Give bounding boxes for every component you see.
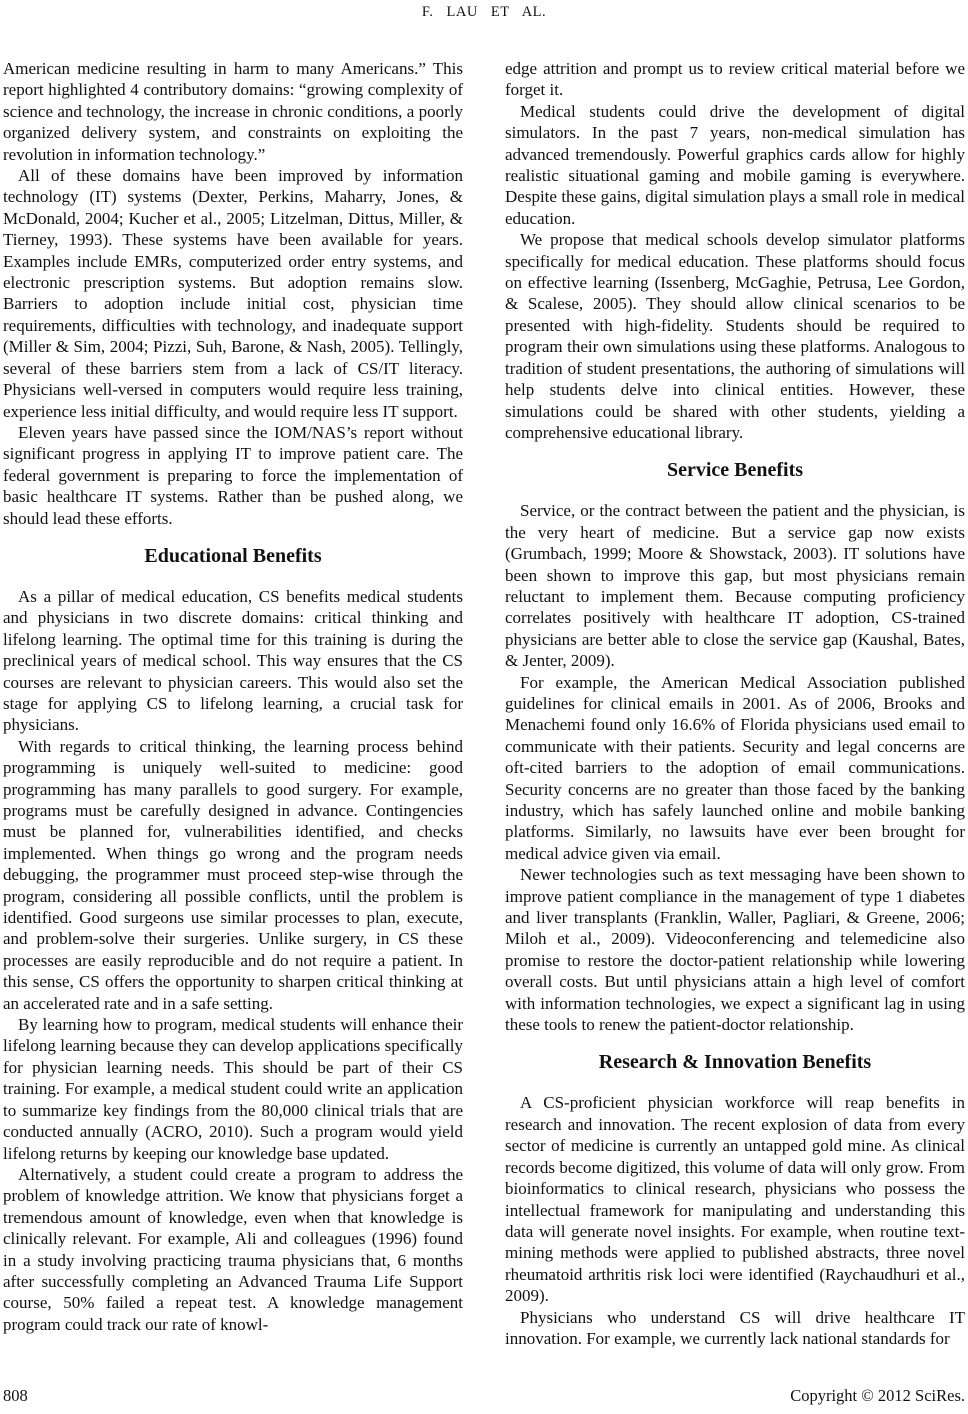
paragraph: With regards to critical thinking, the learning process behind programming is uniquely well-suited to medicine: good programming has many parallels to good surgery. For example, programs must be carefully designed in advance. Contingencies must be planned for, vulnerabilities identified, and checks implemented. When things go wrong and the program needs debugging, the programmer must proceed step-wise through the program, considering all possible conflicts, until the problem is identified. Good surgeons use similar processes to plan, execute, and problem-solve their surgeries. Unlike surgery, in CS these processes are easily reproducible and do not require a patient. In this sense, CS offers the opportunity to sharpen critical thinking at an accelerated rate and in a safe setting. (3, 736, 463, 1013)
paragraph: Newer technologies such as text messaging have been shown to improve patient compliance in the management of type 1 diabetes and liver transplants (Franklin, Waller, Pagliari, & Greene, 2006; Miloh et al., 2009). Videoconferencing and telemedicine also promise to restore the doctor-patient relationship while lowering overall costs. But until physicians attain a high level of comfort with information technologies, we expect a significant lag in using these tools to renew the patient-doctor relationship. (505, 865, 965, 1035)
paragraph: A CS-proficient physician workforce will reap benefits in research and innovation. The recent explosion of data from every sector of medicine is currently an untapped gold mine. As clinical records become digitized, this volume of data will only grow. From bioinformatics to clinical research, physicians who possess the intellectual framework for manipulating and understanding this data will generate novel insights. For example, when routine text-mining methods were applied to published abstracts, three novel rheumatoid arthritis risk loci were identified (Raychaudhuri et al., 2009). (505, 1093, 965, 1306)
paragraph: As a pillar of medical education, CS benefits medical students and physicians in two discrete domains: critical thinking and lifelong learning. The optimal time for this training is during the preclinical years of medical school. This way ensures that the CS courses are relevant to physician careers. This would also set the stage for applying CS to lifelong learning, a crucial task for physicians. (3, 586, 463, 735)
paragraph: American medicine resulting in harm to many Americans.” This report highlighted 4 contributory domains: “growing complexity of science and technology, the increase in chronic conditions, a poorly organized delivery system, and constraints on exploiting the revolution in information technology.” (3, 59, 463, 164)
paragraph: By learning how to program, medical students will enhance their lifelong learning because they can develop applications specifically for physician learning needs. This should be part of their CS training. For example, a medical student could write an application to summarize key findings from the 80,000 clinical trials that are conducted annually (ACRO, 2010). Such a program would yield lifelong returns by keeping our knowledge base updated. (3, 1015, 463, 1163)
paragraph: Medical students could drive the development of digital simulators. In the past 7 years, non-medical simulation has advanced tremendously. Powerful graphics cards allow for highly realistic situational gaming and mobile gaming is everywhere. Despite these gains, digital simulation plays a small role in medical education. (505, 101, 965, 228)
section-heading-service-benefits: Service Benefits (666, 459, 804, 482)
section-heading-educational-benefits: Educational Benefits (144, 544, 322, 567)
running-head: F. LAU ET AL. (421, 4, 547, 20)
paragraph: For example, the American Medical Association published guidelines for clinical emails in 2001. As of 2006, Brooks and Menachemi found only 16.6% of Florida physicians used email to communicate with their patients. Security and legal concerns are oft-cited barriers to the adoption of email communications. Security concerns are no greater than those faced by the banking industry, which has safely launched online and mobile banking platforms. Similarly, no lawsuits have ever been brought for medical advice given via email. (505, 672, 965, 863)
copyright-notice: Copyright © 2012 SciRes. (790, 1386, 965, 1405)
article-body (3, 58, 965, 1349)
paragraph: Alternatively, a student could create a program to address the problem of knowledge attrition. We know that physicians forget a tremendous amount of knowledge, even when that knowledge is clinically relevant. For example, Ali and colleagues (1996) found in a study involving practicing trauma physicians that, 6 months after successfully completing an Advanced Trauma Life Support course, 50% failed a repeat test. A knowledge management program could track our rate of knowl- (3, 1164, 463, 1334)
paragraph: We propose that medical schools develop simulator platforms specifically for medical education. These platforms should focus on effective learning (Issenberg, McGaghie, Petrusa, Lee Gordon, & Scalese, 2005). They should allow clinical scenarios to be presented with high-fidelity. Students should be required to program their own simulations using these platforms. Analogous to tradition of student presentations, the authoring of simulations will help students delve into clinical entities. However, these simulations could be shared with other students, yielding a comprehensive educational library. (505, 230, 965, 442)
paragraph: Service, or the contract between the patient and the physician, is the very heart of medicine. But a service gap now exists (Grumbach, 1999; Moore & Showstack, 2003). IT solutions have been shown to improve this gap, but most physicians remain reluctant to implement them. Because computing proficiency correlates positively with healthcare IT adoption, CS-trained physicians are better able to close the service gap (Kaushal, Bates, & Jenter, 2009). (505, 501, 965, 671)
page-footer (3, 1386, 965, 1406)
paragraph: edge attrition and prompt us to review critical material before we forget it. (505, 59, 965, 100)
paragraph: All of these domains have been improved by information technology (IT) systems (Dexter, Perkins, Maharry, Jones, & McDonald, 2004; Kucher et al., 2005; Litzelman, Dittus, Miller, & Tierney, 1993). These systems have been available for years. Examples include EMRs, computerized order entry systems, and electronic prescription systems. But adoption remains slow. Barriers to adoption include initial cost, physician time requirements, difficulties with technology, and inadequate support (Miller & Sim, 2004; Pizzi, Suh, Barone, & Nash, 2005). Tellingly, several of these barriers stem from a lack of CS/IT literacy. Physicians well-versed in computers would require less training, experience less initial difficulty, and would require less IT support. (3, 166, 463, 421)
page-number: 808 (3, 1386, 28, 1405)
paragraph: Eleven years have passed since the IOM/NAS’s report without significant progress in applying IT to improve patient care. The federal government is preparing to force the implementation of basic healthcare IT systems. Rather than be pushed along, we should lead these efforts. (3, 422, 463, 528)
paragraph: Physicians who understand CS will drive healthcare IT innovation. For example, we currently lack national standards for (505, 1307, 965, 1348)
left-column (3, 58, 463, 1349)
right-column (505, 58, 965, 1349)
section-heading-research-innovation-benefits: Research & Innovation Benefits (598, 1051, 872, 1074)
